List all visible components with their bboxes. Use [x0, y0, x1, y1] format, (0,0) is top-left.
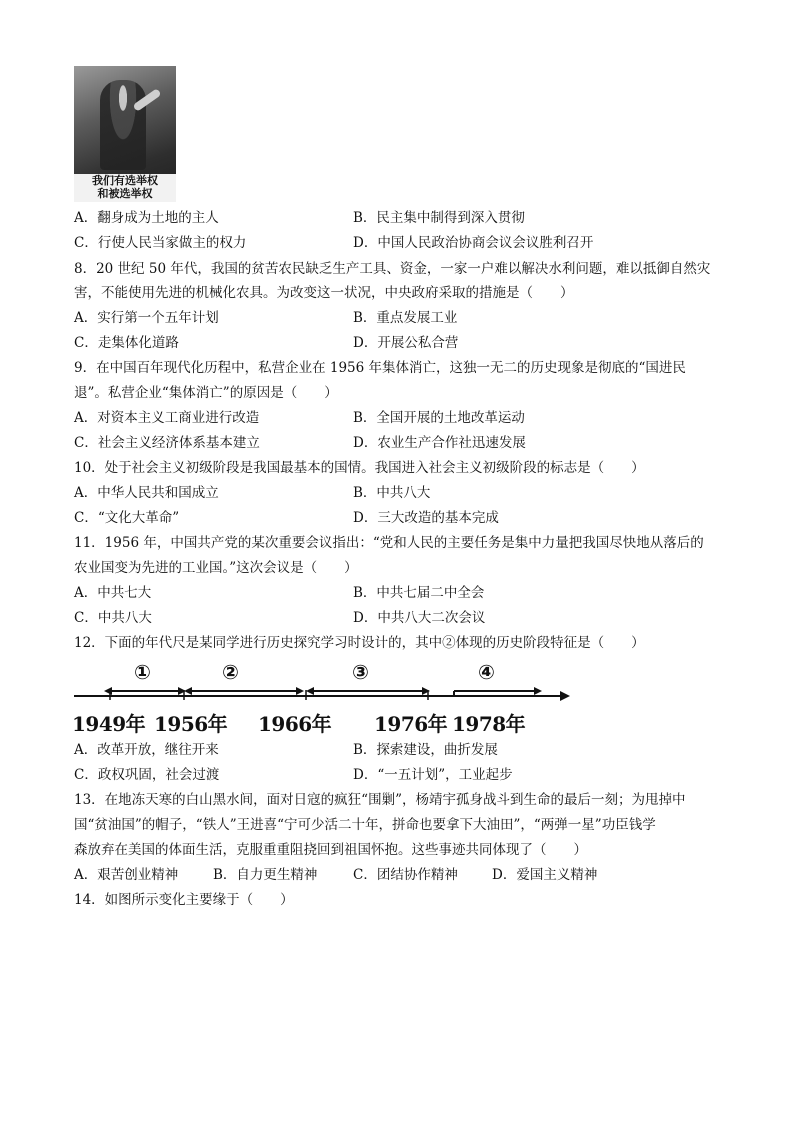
q13-stem-line2: 国“贫油国”的帽子，“铁人”王进喜“宁可少活二十年，拼命也要拿下大油田”，“两弹一星”功臣钱学: [74, 817, 656, 833]
q9-stem-line1: 9．在中国百年现代化历程中，私营企业在 1956 年集体消亡，这独一无二的历史现象是彻底的“国进民: [74, 360, 686, 376]
q12-option-d: D．“一五计划”，工业起步: [353, 767, 513, 783]
q10-option-b: B．中共八大: [353, 485, 431, 501]
q13-option-c: C．团结协作精神: [353, 867, 458, 883]
q8-option-a: A．实行第一个五年计划: [74, 310, 219, 326]
q10-option-c: C．“文化大革命”: [74, 510, 180, 526]
poster-caption: [74, 174, 176, 202]
q8-option-d: D．开展公私合营: [353, 335, 459, 351]
q9-option-b: B．全国开展的土地改革运动: [353, 410, 525, 426]
q13-stem-line1: 13．在地冻天寒的白山黑水间，面对日寇的疯狂“围剿”，杨靖宇孤身战斗到生命的最后一刻；为甩掉中: [74, 792, 686, 808]
timeline-ruler: [70, 660, 570, 740]
timeline-number-1: ①: [134, 660, 151, 684]
poster-caption-line2: 和被选举权: [97, 187, 153, 200]
timeline-year-1978: 1978年: [452, 712, 526, 736]
timeline-number-2: ②: [222, 660, 239, 684]
q12-option-b: B．探索建设，曲折发展: [353, 742, 498, 758]
timeline-year-1976: 1976年: [374, 712, 448, 736]
q12-option-c: C．政权巩固，社会过渡: [74, 767, 220, 783]
q11-option-d: D．中共八大二次会议: [353, 610, 486, 626]
q11-option-b: B．中共七届二中全会: [353, 585, 485, 601]
q13-option-d: D．爱国主义精神: [492, 867, 598, 883]
q8-option-c: C．走集体化道路: [74, 335, 179, 351]
timeline-year-1956: 1956年: [154, 712, 228, 736]
q8-stem-line2: 害，不能使用先进的机械化农具。为改变这一状况，中央政府采取的措施是（ ）: [74, 285, 574, 301]
q9-option-d: D．农业生产合作社迅速发展: [353, 435, 526, 451]
q7-option-c: C．行使人民当家做主的权力: [74, 235, 247, 251]
q9-option-c: C．社会主义经济体系基本建立: [74, 435, 260, 451]
poster-image: [74, 66, 176, 202]
q13-option-b: B．自力更生精神: [213, 867, 318, 883]
q11-option-c: C．中共八大: [74, 610, 152, 626]
q11-stem-line2: 农业国变为先进的工业国。”这次会议是（ ）: [74, 560, 358, 576]
q7-option-d: D．中国人民政治协商会议会议胜利召开: [353, 235, 594, 251]
q12-option-a: A．改革开放，继往开来: [74, 742, 219, 758]
timeline-year-1949: 1949年: [72, 712, 146, 736]
q13-option-a: A．艰苦创业精神: [74, 867, 179, 883]
q10-option-d: D．三大改造的基本完成: [353, 510, 499, 526]
poster-caption-line1: 我们有选举权: [92, 174, 158, 187]
timeline-number-4: ④: [478, 660, 495, 684]
q9-option-a: A．对资本主义工商业进行改造: [74, 410, 260, 426]
q11-stem-line1: 11．1956 年，中国共产党的某次重要会议指出：“党和人民的主要任务是集中力量把我国尽快地从落后的: [74, 535, 704, 551]
q10-stem-line1: 10．处于社会主义初级阶段是我国最基本的国情。我国进入社会主义初级阶段的标志是（ ）: [74, 460, 645, 476]
q9-stem-line2: 退”。私营企业“集体消亡”的原因是（ ）: [74, 385, 338, 401]
poster-figure: [100, 80, 146, 170]
q7-option-a: A．翻身成为土地的主人: [74, 210, 219, 226]
q10-option-a: A．中华人民共和国成立: [74, 485, 219, 501]
q8-option-b: B．重点发展工业: [353, 310, 458, 326]
q14-stem-line1: 14．如图所示变化主要缘于（ ）: [74, 892, 294, 908]
timeline-number-3: ③: [352, 660, 369, 684]
q8-stem-line1: 8．20 世纪 50 年代，我国的贫苦农民缺乏生产工具、资金，一家一户难以解决水利问题，难以抵御自然灾: [74, 261, 711, 277]
q13-stem-line3: 森放弃在美国的体面生活，克服重重阻挠回到祖国怀抱。这些事迹共同体现了（ ）: [74, 842, 587, 858]
timeline-year-1966: 1966年: [258, 712, 332, 736]
q11-option-a: A．中共七大: [74, 585, 152, 601]
q12-stem-line1: 12．下面的年代尺是某同学进行历史探究学习时设计的，其中②体现的历史阶段特征是（ ）: [74, 635, 645, 651]
q7-option-b: B．民主集中制得到深入贯彻: [353, 210, 525, 226]
